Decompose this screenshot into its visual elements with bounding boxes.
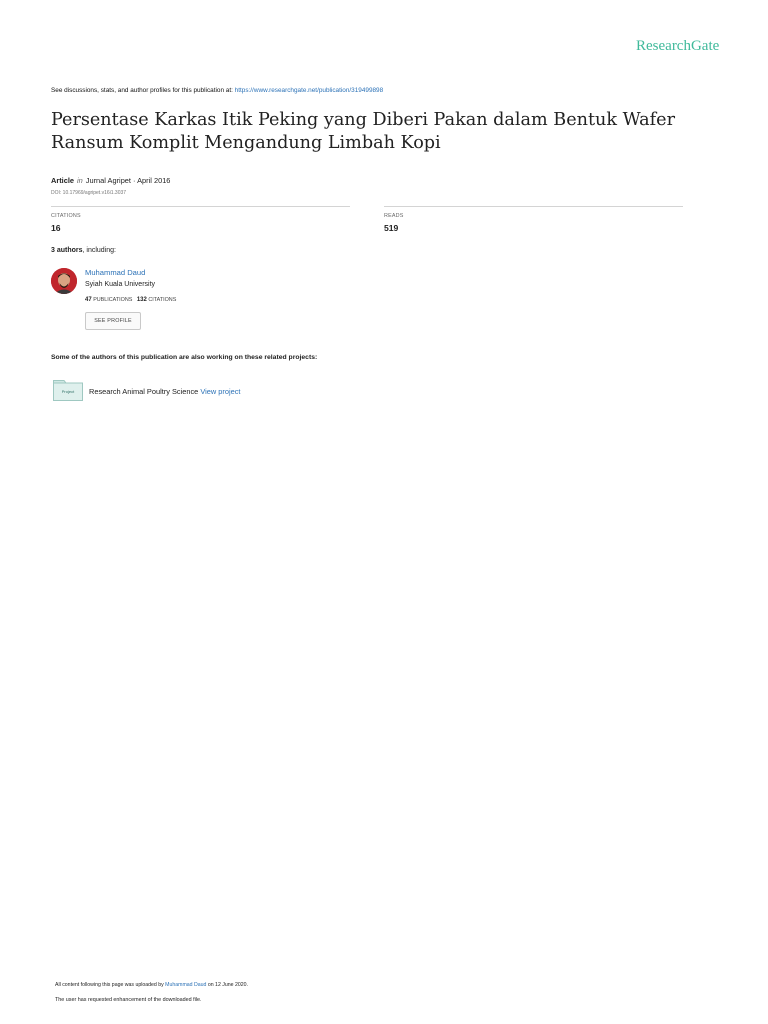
authors-count: 3 authors bbox=[51, 247, 83, 254]
author-citations-count: 132 bbox=[136, 297, 147, 303]
publication-title: Persentase Karkas Itik Peking yang Diberi Pakan dalam Bentuk Wafer Ransum Komplit Mengandung Limbah Kopi bbox=[51, 110, 675, 153]
article-type: Article bbox=[51, 176, 75, 185]
project-name: Research Animal Poultry Science bbox=[89, 387, 201, 396]
in-word: in bbox=[77, 176, 83, 185]
related-projects-heading: Some of the authors of this publication are also working on these related projects: bbox=[51, 354, 318, 361]
publications-label: PUBLICATIONS bbox=[93, 297, 133, 303]
author-stats bbox=[85, 297, 176, 303]
citations-label: CITATIONS bbox=[51, 213, 81, 219]
discussion-text: See discussions, stats, and author profiles for this publication at: bbox=[51, 87, 235, 94]
researchgate-logo[interactable]: ResearchGate bbox=[636, 38, 720, 54]
citations-value: 16 bbox=[51, 223, 61, 233]
reads-label: READS bbox=[384, 213, 404, 219]
project-item bbox=[89, 387, 240, 396]
enhancement-note: The user has requested enhancement of the downloaded file. bbox=[55, 997, 202, 1003]
author-institution: Syiah Kuala University bbox=[85, 281, 156, 288]
publications-count: 47 bbox=[85, 297, 92, 303]
citations-divider bbox=[51, 206, 350, 207]
project-folder-icon bbox=[53, 380, 83, 401]
publication-url-link[interactable]: https://www.researchgate.net/publication/319499898 bbox=[234, 87, 384, 94]
see-profile-button[interactable]: SEE PROFILE bbox=[85, 312, 141, 330]
upload-prefix: All content following this page was uploaded by bbox=[55, 982, 166, 988]
authors-summary bbox=[51, 247, 116, 254]
discussion-line bbox=[51, 87, 383, 94]
author-name-link[interactable]: Muhammad Daud bbox=[85, 268, 146, 277]
project-icon-label: Project bbox=[61, 389, 75, 394]
view-project-link[interactable]: View project bbox=[200, 387, 241, 396]
reads-divider bbox=[384, 206, 683, 207]
journal-date: Jurnal Agripet · April 2016 bbox=[85, 176, 171, 185]
upload-note bbox=[55, 982, 248, 988]
doi: DOI: 10.17969/agripet.v16i1.3037 bbox=[51, 190, 127, 196]
author-citations-label: CITATIONS bbox=[148, 297, 177, 303]
uploader-link[interactable]: Muhammad Daud bbox=[165, 982, 207, 988]
upload-suffix: on 12 June 2020. bbox=[206, 982, 248, 988]
avatar-portrait-icon bbox=[51, 268, 77, 294]
avatar[interactable] bbox=[51, 268, 77, 294]
article-meta bbox=[51, 176, 170, 185]
authors-suffix: , including: bbox=[82, 247, 116, 254]
reads-value: 519 bbox=[384, 223, 399, 233]
